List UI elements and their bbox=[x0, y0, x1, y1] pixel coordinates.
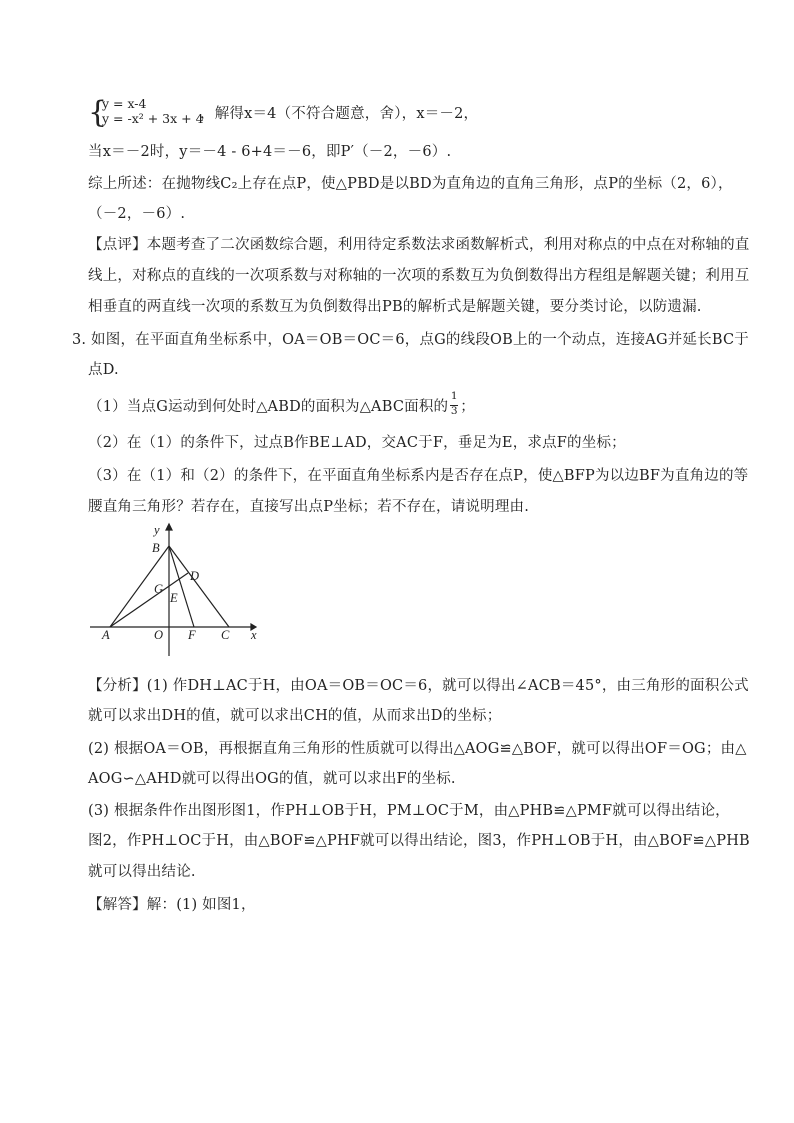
question-3-line-1: 3. 如图，在平面直角坐标系中，OA＝OB＝OC＝6，点G的线段OB上的一个动点，连接AG并延长BC于 bbox=[72, 332, 749, 348]
fraction-denominator: 3 bbox=[450, 405, 458, 417]
question-3-part-2: （2）在（1）的条件下，过点B作BE⊥AD，交AC于F，垂足为E，求点F的坐标； bbox=[88, 435, 626, 451]
analysis-line-7: 就可以得出结论. bbox=[88, 864, 196, 880]
label-y: y bbox=[154, 523, 160, 537]
solution-line-2: 当x＝－2时，y＝－4 - 6+4＝－6，即P′（－2，－6）. bbox=[88, 144, 452, 160]
solution-heading: 【解答】解：(1) 如图1， bbox=[88, 897, 256, 913]
analysis-line-4: AOG∽△AHD就可以得出OG的值，就可以求出F的坐标. bbox=[88, 771, 456, 787]
comment-line-3: 相垂直的两直线一次项的系数互为负倒数得出PB的解析式是解题关键，要分类讨论，以防遗漏. bbox=[88, 299, 702, 315]
fraction-one-third bbox=[448, 390, 460, 417]
equation-1: y = x-4 bbox=[102, 96, 147, 111]
label-G: G bbox=[154, 582, 164, 596]
solution-line-1: ，解得x＝4（不符合题意，舍），x＝－2， bbox=[200, 106, 479, 122]
analysis-line-5: (3) 根据条件作出图形图1，作PH⊥OB于H，PM⊥OC于M，由△PHB≌△PMF就可以得出结论， bbox=[88, 803, 730, 819]
comment-line-1: 【点评】本题考查了二次函数综合题，利用待定系数法求函数解析式，利用对称点的中点在对称轴的直 bbox=[88, 237, 750, 253]
system-brace: { bbox=[88, 95, 108, 130]
question-3-part-1 bbox=[88, 390, 475, 417]
label-x: x bbox=[251, 628, 257, 642]
question-3-line-2: 点D. bbox=[88, 362, 119, 378]
geometry-figure bbox=[86, 518, 276, 660]
question-3-part-3-line-1: （3）在（1）和（2）的条件下，在平面直角坐标系内是否存在点P，使△BFP为以边BF为直角边的等 bbox=[88, 468, 749, 484]
conclusion-line-1: 综上所述：在抛物线C₂上存在点P，使△PBD是以BD为直角边的直角三角形，点P的坐标（2，6）， bbox=[88, 176, 733, 192]
segment-BC bbox=[169, 546, 229, 627]
equation-2: y = -x² + 3x + 4 bbox=[102, 111, 204, 126]
comment-line-2: 线上，对称点的直线的一次项系数与对称轴的一次项的系数互为负倒数得出方程组是解题关键；利用互 bbox=[88, 268, 750, 284]
label-F: F bbox=[188, 628, 196, 642]
question-3-part-3-line-2: 腰直角三角形？若存在，直接写出点P坐标；若不存在，请说明理由. bbox=[88, 499, 530, 515]
fraction-numerator: 1 bbox=[450, 390, 458, 402]
label-B: B bbox=[152, 541, 160, 555]
label-A: A bbox=[102, 628, 110, 642]
analysis-line-1: 【分析】(1) 作DH⊥AC于H，由OA＝OB＝OC＝6，就可以得出∠ACB＝45°，由三角形的面积公式 bbox=[88, 678, 749, 694]
part-1-text: （1）当点G运动到何处时△ABD的面积为△ABC面积的 bbox=[88, 399, 449, 415]
label-D: D bbox=[190, 569, 200, 583]
label-C: C bbox=[221, 628, 230, 642]
equation-system bbox=[88, 95, 204, 130]
label-O: O bbox=[154, 628, 164, 642]
label-E: E bbox=[170, 591, 178, 605]
part-1-end: ； bbox=[460, 399, 475, 415]
analysis-line-6: 图2，作PH⊥OC于H，由△BOF≌△PHF就可以得出结论，图3，作PH⊥OB于H，由△BOF≌△PHB bbox=[88, 833, 750, 849]
conclusion-line-2: （－2，－6）. bbox=[88, 206, 186, 222]
analysis-line-3: (2) 根据OA＝OB，再根据直角三角形的性质就可以得出△AOG≌△BOF，就可以得出OF＝OG；由△ bbox=[88, 741, 747, 757]
analysis-line-2: 就可以求出DH的值，就可以求出CH的值，从而求出D的坐标； bbox=[88, 708, 502, 724]
segment-BF bbox=[169, 546, 194, 627]
y-axis-arrow bbox=[166, 524, 172, 530]
